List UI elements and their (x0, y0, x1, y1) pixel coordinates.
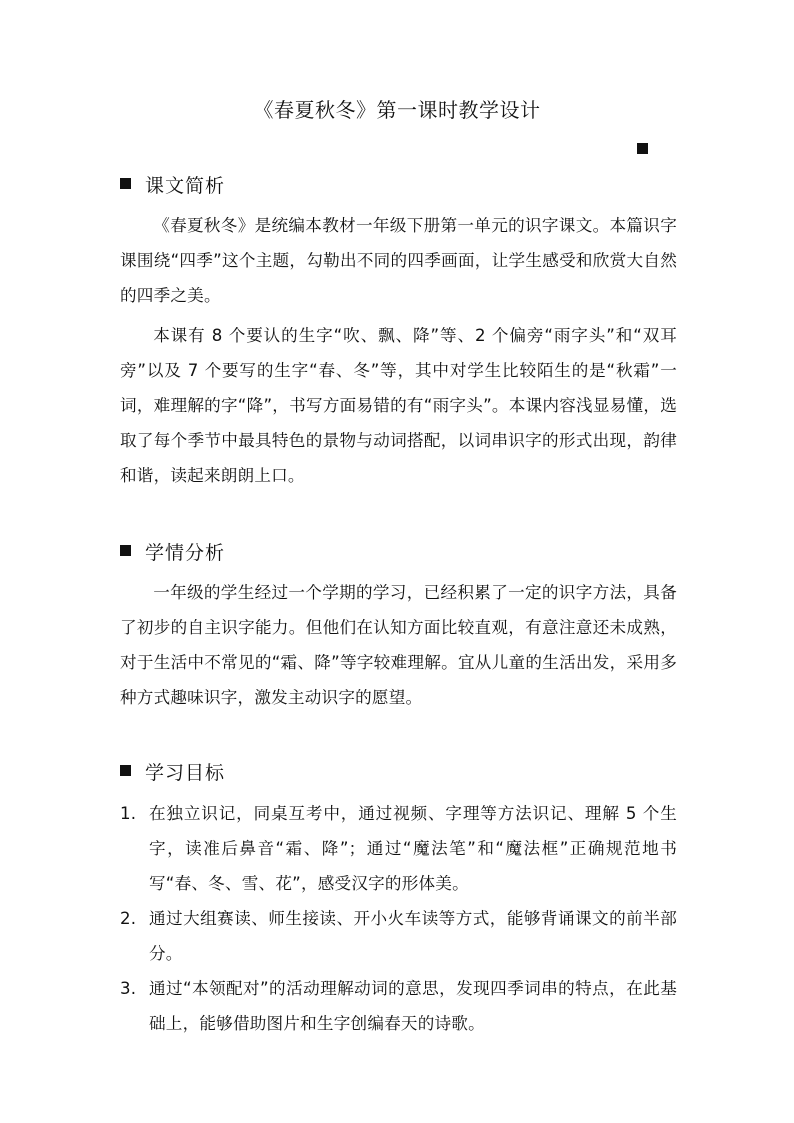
list-item-number: 2. (120, 909, 137, 928)
list-item (120, 796, 677, 901)
list-item-text: 在独立识记，同桌互考中，通过视频、字理等方法识记、理解 5 个生字，读准后鼻音“霜、降”；通过“魔法笔”和“魔法框”正确规范地书写“春、冬、雪、花”，感受汉字的形体美。 (149, 804, 677, 893)
section-heading-learning-goals (120, 760, 225, 786)
list-item (120, 971, 677, 1041)
square-bullet-icon (120, 178, 131, 189)
section-heading-label: 学习目标 (145, 762, 226, 784)
square-marker-icon (637, 143, 648, 154)
list-item-text: 通过“本领配对”的活动理解动词的意思，发现四季词串的特点，在此基础上，能够借助图片和生字创编春天的诗歌。 (149, 979, 677, 1033)
document-title: 《春夏秋冬》第一课时教学设计 (253, 98, 541, 122)
paragraph-student-analysis: 一年级的学生经过一个学期的学习，已经积累了一定的识字方法，具备了初步的自主识字能力。但他们在认知方面比较直观，有意注意还未成熟，对于生活中不常见的“霜、降”等字较难理解。宜从儿童的生活出发，采用多种方式趣味识字，激发主动识字的愿望。 (120, 583, 677, 707)
learning-goals-list (120, 796, 677, 1041)
list-item-text: 通过大组赛读、师生接读、开小火车读等方式，能够背诵课文的前半部分。 (149, 909, 677, 963)
list-item (120, 901, 677, 971)
section-heading-lesson-analysis (120, 173, 225, 199)
section-heading-label: 学情分析 (145, 542, 226, 564)
square-bullet-icon (120, 545, 131, 556)
list-item-number: 1. (120, 804, 137, 823)
paragraph-lesson-content: 本课有 8 个要认的生字“吹、飘、降”等、2 个偏旁“雨字头”和“双耳旁”以及 7 个要写的生字“春、冬”等，其中对学生比较陌生的是“秋霜”一词，难理解的字“降”，书写方面易错的有“雨字头”。本课内容浅显易懂，选取了每个季节中最具特色的景物与动词搭配，以词串识字的形式出现，韵律和谐，读起来朗朗上口。 (120, 326, 677, 485)
square-bullet-icon (120, 765, 131, 776)
paragraph-lesson-intro: 《春夏秋冬》是统编本教材一年级下册第一单元的识字课文。本篇识字课围绕“四季”这个主题，勾勒出不同的四季画面，让学生感受和欣赏大自然的四季之美。 (120, 216, 677, 305)
section-heading-label: 课文简析 (145, 175, 226, 197)
list-item-number: 3. (120, 979, 137, 998)
section-heading-student-analysis (120, 540, 225, 566)
